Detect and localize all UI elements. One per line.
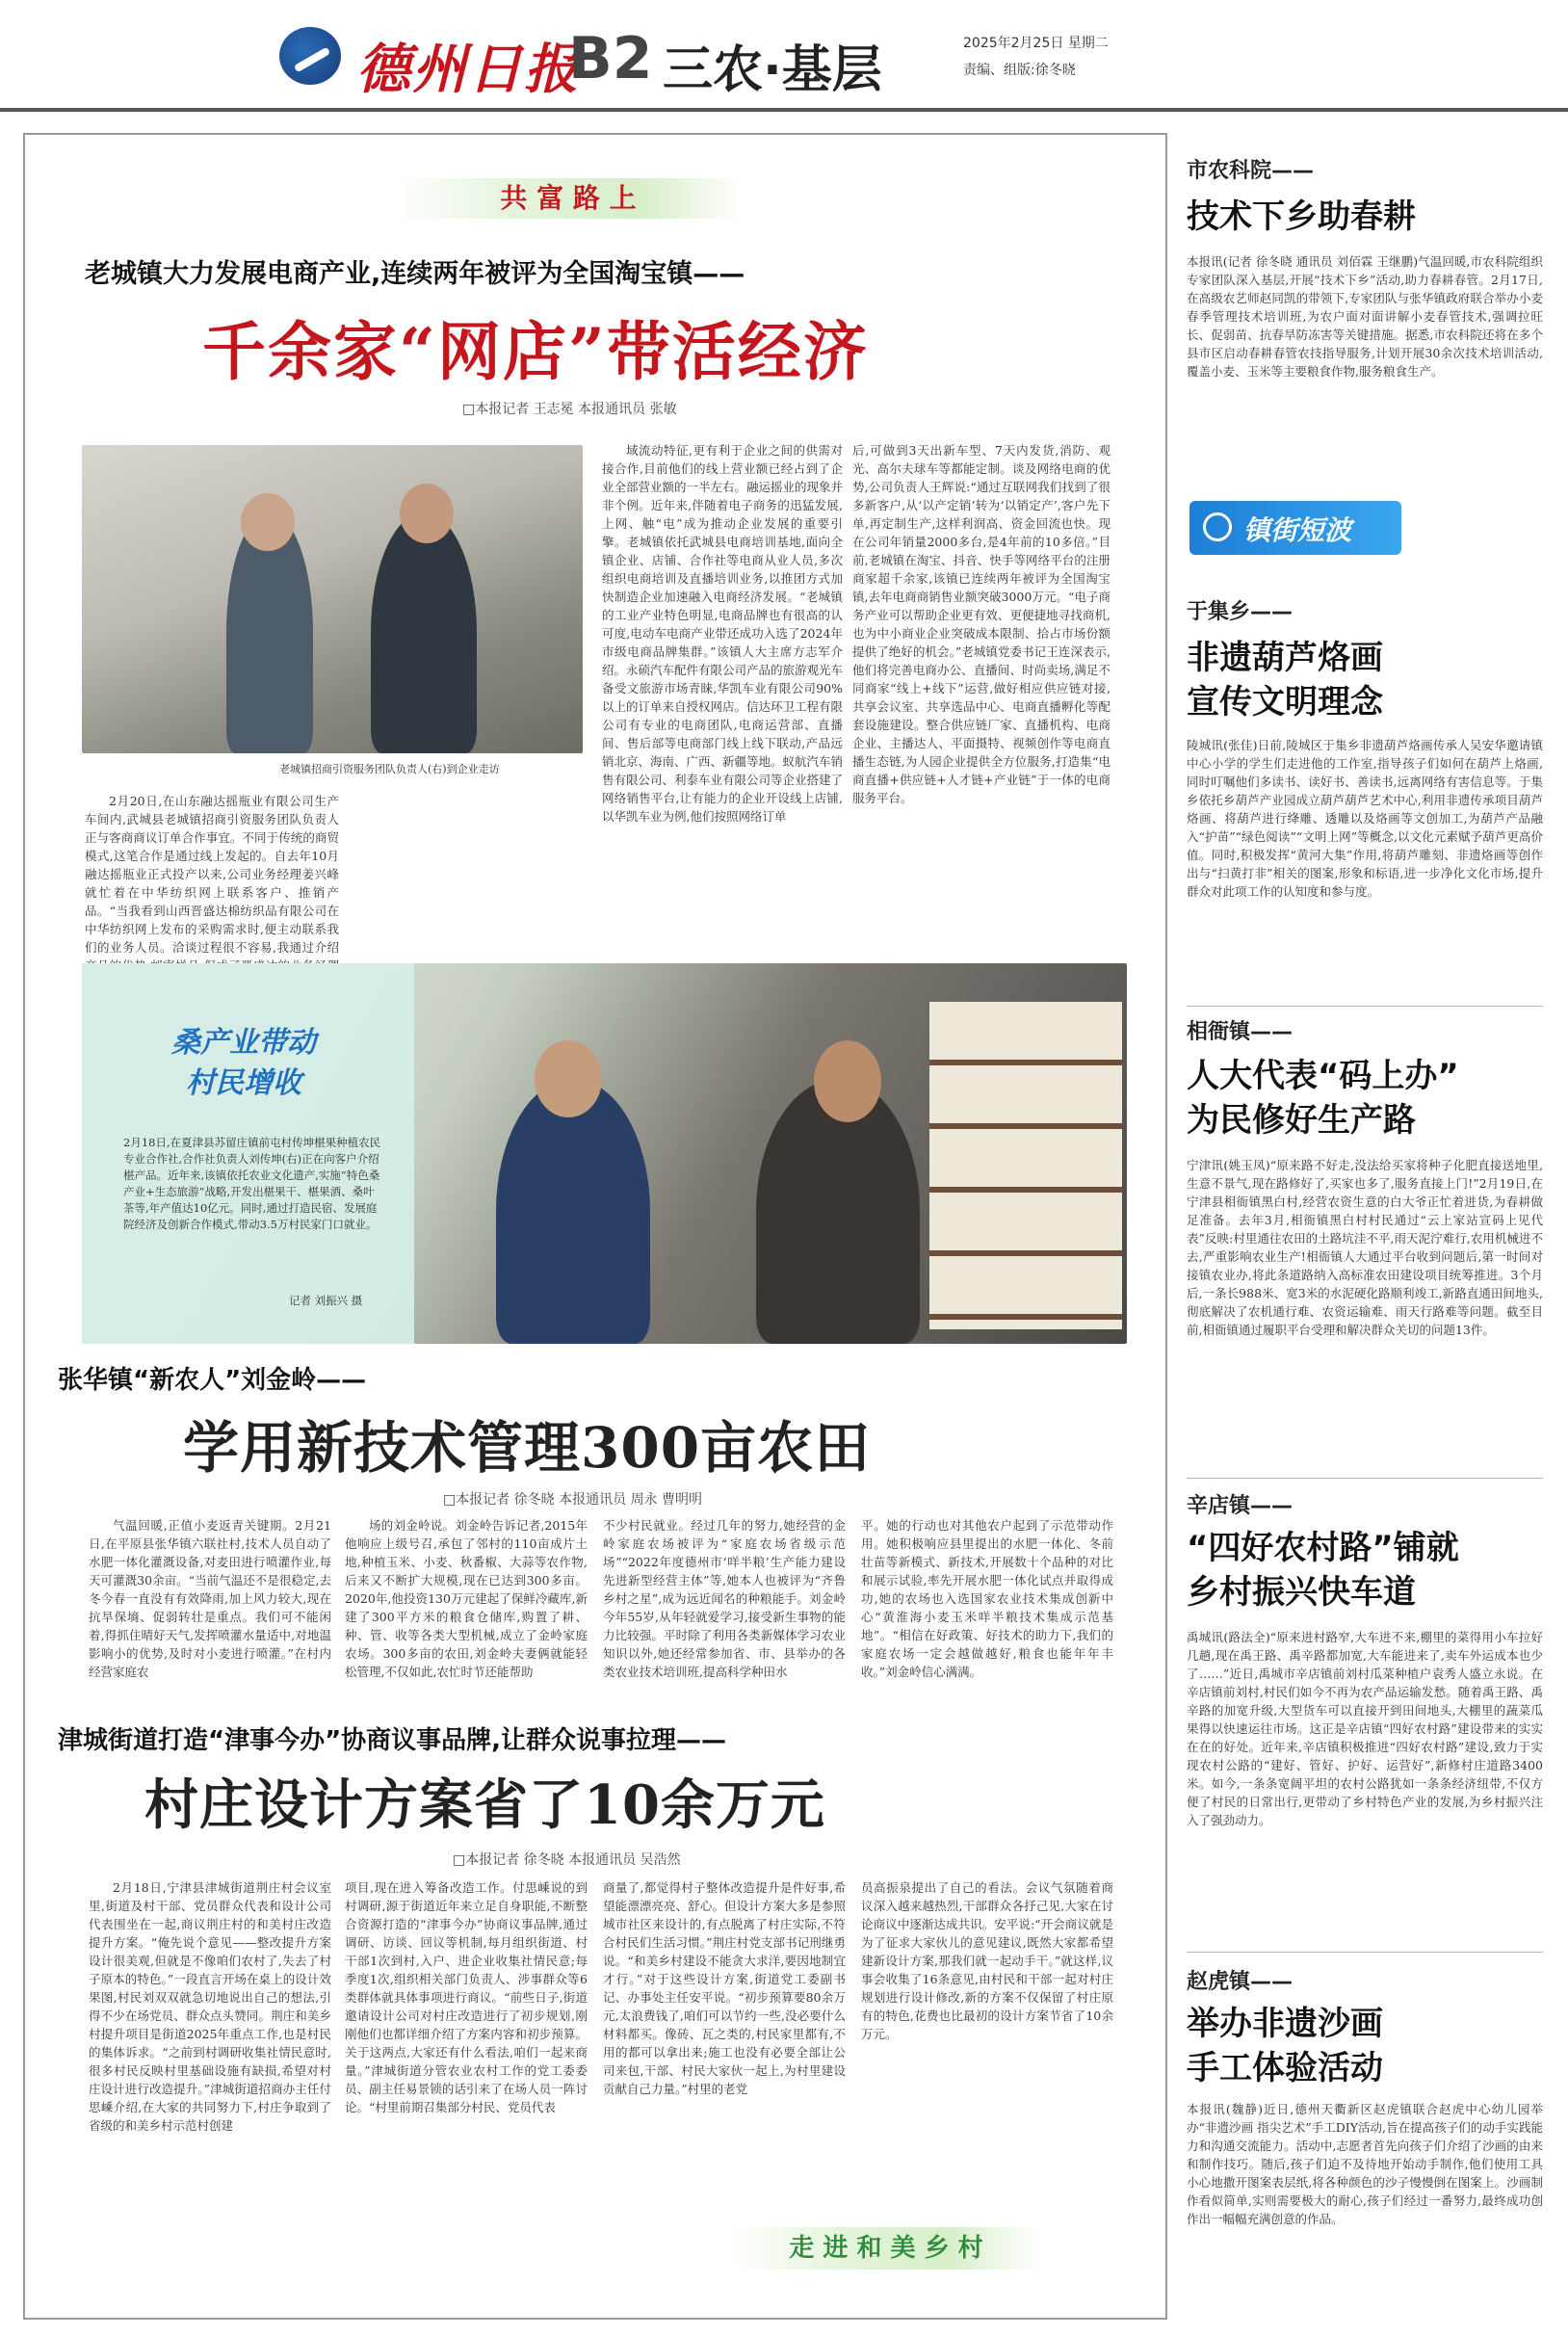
sidebar-s2-kicker: 于集乡—— <box>1187 600 1294 624</box>
paper-name: 德州日报 <box>356 38 580 101</box>
banner-gongfu: 共 富 路 上 <box>395 178 742 219</box>
badge-label: 镇街短波 <box>1243 514 1352 546</box>
sidebar-s1-kicker: 市农科院—— <box>1187 159 1315 183</box>
article3-byline: □本报记者 徐冬晓 本报通讯员 吴浩然 <box>453 1852 681 1868</box>
photo2-credit: 记者 刘振兴 摄 <box>289 1294 363 1307</box>
article1-col1: 2月20日,在山东融达摇瓶业有限公司生产车间内,武城县老城镇招商引资服务团队负责人正与客商商议订单合作事宜。不同于传统的商贸模式,这笔合作是通过线上发起的。自去年10月融达摇瓶业正式投产以来,公司业务经理姜兴峰就忙着在中华纺织网上联系客户、推销产品。“当我看到山西晋盛达棉纺织品有限公司在中华纺织网上发布的采购需求时,便主动联系我们的业务人员。洽谈过程很不容易,我通过介绍 <box>85 794 339 955</box>
article2-col4: 平。她的行动也对其他农户起到了示范带动作用。她积极响应县里提出的水肥一体化、冬前壮苗等新模式、新技术,开展数十个品种的对比和展示试验,率先开展水肥一体化试点并取得成功,她的农场也入选国家农业技术集成创新中心“黄淮海小麦玉米咩半粮技术集成示范基地”。“相信在好政策、好技术的助力下,我们的家庭农场一定会越做越好,粮食也能年年丰收。”刘金岭信心满满。 <box>861 1518 1113 1679</box>
article1-title: 千余家“网店”带活经济 <box>202 314 869 389</box>
sidebar-s3-kicker: 相衙镇—— <box>1187 1020 1294 1044</box>
article3-kicker: 津城街道打造“津事今办”协商议事品牌,让群众说事拉理—— <box>58 1726 727 1755</box>
sidebar-divider <box>1187 1478 1543 1479</box>
article1-kicker: 老城镇大力发展电商产业,连续两年被评为全国淘宝镇—— <box>85 259 745 289</box>
banner-hemei: 走 进 和 美 乡 村 <box>732 2227 1040 2270</box>
article2-kicker: 张华镇“新农人”刘金岭—— <box>58 1366 367 1395</box>
sidebar-divider <box>1187 1006 1543 1007</box>
sidebar-s5-title: 举办非遗沙画 手工体验活动 <box>1187 2005 1383 2087</box>
article3-title: 村庄设计方案省了10余万元 <box>144 1773 825 1837</box>
editor-credit: 责编、组版:徐冬晓 <box>963 63 1076 78</box>
sidebar-s2-title: 非遗葫芦烙画 宣传文明理念 <box>1187 639 1383 722</box>
article1-col2: 域流动特征,更有利于企业之间的供需对接合作,目前他们的线上营业额已经占到了企业全部营业额的一半左右。融运摇业的现象并非个例。近年来,伴随着电子商务的迅猛发展,上网、触“电”成为推动企业发展的重要引擎。老城镇依托武城县电商培训基地,面向全镇企业、店铺、合作社等电商从业人员,多次组织电商培训及直播培训业务,以推团方式加快制造企业加速融入电商经济发展。“老城镇的工业产业特色明显,电商品牌也有很高的认可度,电动车电商产业带还成功入选了2024年市级电商品牌集群。”该镇人大主席方志军介绍。永硕汽车配件有限公司产品的旅游观光车备受文旅游市场青睐,华凯车业有限公司90%以上的订单来自授权网店。信达环卫工程有限公司有专业的电商团队,电商运营部、直播间、售后部等电商部门线上线下联动,产品远销北京、海南、广西、新疆等地。蚁航汽车销售有限公司、利泰车业有限公司等企业搭建了网络销售平台,让有能力的企业开设线上店铺,以华凯车业为例,他们按照网络订单 <box>602 443 844 824</box>
photo1-caption: 老城镇招商引资服务团队负责人(右)到企业走访 <box>279 763 500 775</box>
news-brief-badge <box>1189 501 1401 555</box>
sidebar-s5-text: 本报讯(魏静)近日,德州天衢新区赵虎镇联合赵虎中心幼儿园举办“非遗沙画 指尖艺术”手工DIY活动,旨在提高孩子们的动手实践能力和沟通交流能力。活动中,志愿者首先向孩子们介绍了沙画的由来和制作技巧。随后,孩子们迫不及待地开始动手制作,他们使用工具小心地撒开图案表层纸,将各种颜色的沙子慢慢倒在图案上。沙画制作看似简单,实则需要极大的耐心,孩子们经过一番努力,最终成功创作出一幅幅充满创意的作品。 <box>1187 2102 1543 2226</box>
article1-col3: 后,可做到3天出新车型、7天内发货,消防、观光、高尔夫球车等都能定制。谈及网络电商的优势,公司负责人王辉说:“通过互联网我们找到了很多新客户,从‘以产定销’转为‘以销定产’,客户先下单,再定制生产,这样利润高、资金回流也快。现在公司年销量2000多台,是4年前的10多倍。”目前,老城镇在淘宝、抖音、快手等网络平台的注册商家超千余家,该镇已连续两年被评为全国淘宝镇,去年电商商销售业额突破3000万元。“电子商务产业可以帮助企业更有效、更便捷地寻找商机,也为中小商业企业突破成本限制、拾占市场份额提供了绝好的机会。”老城镇党委书记王连深表示,他们将完善电商办公、直播间、时尚卖场,满足不同商家“线上+线下”运营,做好相应供应链对接,共享会议室、共享选品中心、电商直播孵化等配套设施建设。整合供应链厂家、直播机构、电商企业、主播达人、平面摄特、视频创作等电商直播生态链,为人园企业提供全方位服务,打造集“电商直播+供应链+人才链+产业链”于一体的电商服务平台。 <box>852 443 1111 805</box>
article3-col1: 2月18日,宁津县津城街道荆庄村会议室里,街道及村干部、党员群众代表和设计公司代表围坐在一起,商议荆庄村的和美村庄改造提升方案。“俺先说个意见——整改提升方案设计很美观,但就是不像咱们农村了,失去了村子原本的特色。”一段直言开场在桌上的设计效果图,村民刘双双就急切地说出自己的想法,引得不少在场党员、群众点头赞同。荆庄和美乡村提升项目是街道2025年重点工作,也是村民的集体诉求。“之前到村调研收集社情民意时,很多村民反映村里基础设施有缺损,希望对村庄设计进行改造提升。”津城街道招商办主任付思嵊介绍,在大家的共同努力下,村庄争取到了省级的和美乡村示范村创建 <box>89 1880 331 2133</box>
sidebar-s2-text: 陵城讯(张佳)日前,陵城区于集乡非遗葫芦烙画传承人吴安华邀请镇中心小学的学生们走进他的工作室,指导孩子们如何在葫芦上烙画,同时叮嘱他们多读书、读好书、善读书,远离网络有害信息等。于集乡依托乡葫芦产业园成立葫芦葫芦艺术中心,利用非遗传承项目葫芦烙画、将葫芦进行绛雕、透雕以及烙画等文创加工,为葫芦产品融入“护苗”“绿色阅读”“文明上网”等概念,以文化元素赋予葫芦更高价值。同时,积极发挥“黄河大集”作用,将葫芦雕刻、非遗烙画等创作出与“扫黄打非”相关的图案,形象和标语,进一步净化文化市场,提升群众对此项工作的认知度和参与度。 <box>1187 738 1543 899</box>
article2-col2: 场的刘金岭说。刘金岭告诉记者,2015年他响应上级号召,承包了邻村的110亩成片土地,种植玉米、小麦、秋番椒、大蒜等农作物,后来又不断扩大规模,现在已达到300多亩。2020年,他投资130万元建起了保鲜冷藏库,新建了300平方米的粮食仓储库,购置了耕、种、管、收等各类大型机械,成立了金岭家庭农场。300多亩的农田,刘金岭夫妻俩就能轻松管理,不仅如此,农忙时节还能帮助 <box>345 1518 588 1679</box>
article3-col4: 员高振泉提出了自己的看法。会议气氛随着商议深入越来越热烈,干部群众各抒己见,大家在讨论商议中逐渐达成共识。安平说:“开会商议就是为了征求大家伙儿的意见建议,既然大家都希望建新设计方案,那我们就一起动手干。”就这样,议事会收集了16条意见,由村民和干部一起对村庄规划进行设计修改,新的方案不仅保留了村庄原有的特色,花费也比最初的设计方案节省了10余万元。 <box>861 1880 1113 2041</box>
photo2-caption: 2月18日,在夏津县苏留庄镇前屯村传坤椹果种植农民专业合作社,合作社负责人刘传坤(右)正在向客户介绍椹产品。近年来,该镇依托农业文化遗产,实施“特色桑产业+生态旅游”战略,开发出椹果干、椹果酒、桑叶茶等,年产值达10亿元。同时,通过打造民宿、发展庭院经济及创新合作模式,带动3.5万村民家门口就业。 <box>123 1136 381 1231</box>
photo2-label: 桑产业带动 村民增收 <box>171 1026 316 1100</box>
sidebar-s3-text: 宁津讯(姚玉凤)“原来路不好走,没法给买家将种子化肥直接送地里,生意不景气,现在路修好了,买家也多了,服务直接上门!”2月19日,在宁津县相衙镇黑白村,经营农资生意的白大爷正忙着进货,为春耕做足准备。去年3月,相衙镇黑白村村民通过“云上家站宣码上见代表”反映:村里通往农田的土路坑洼不平,雨天泥泞难行,农用机械进不去,严重影响农业生产!相衙镇人大通过平台收到问题后,第一时间对接镇农业办,将此条道路纳入高标准农田建设项目统筹推进。3个月后,一条长988米、宽3米的水泥硬化路顺利竣工,新路直通田间地头,彻底解决了农机通行难、农资运输难、雨天行路难等问题。截至目前,相衙镇通过履职平台受理和解决群众关切的问题13件。 <box>1187 1158 1543 1337</box>
signal-icon <box>1203 512 1232 541</box>
newspaper-logo-icon <box>279 27 341 85</box>
sidebar-s5-kicker: 赵虎镇—— <box>1187 1970 1294 1994</box>
sidebar-s4-title: “四好农村路”铺就 乡村振兴快车道 <box>1187 1529 1459 1612</box>
section-name: 三农·基层 <box>663 41 882 99</box>
masthead-rule <box>0 108 1568 112</box>
article3-col2: 项目,现在进入筹备改造工作。付思嵊说的到村调研,源于街道近年来立足自身职能,不断整合资源打造的“津事今办”协商议事品牌,通过调研、访谈、回议等机制,每月组织街道、村干部1次到村,入户、进企业收集社情民意;每季度1次,组织相关部门负责人、涉事群众等6类群体就具体事项进行商议。“前些日子,街道邀请设计公司对村庄改造进行了初步规划,刚刚他们也都详细介绍了方案内容和初步预算。关于这两点,大家还有什么看法,咱们一起来商量。”津城街道分管农业农村工作的党工委委员、副主任易景锁的话引来了在场人员一阵讨论。“村里前期召集部分村民、党员代表 <box>345 1880 588 2114</box>
page-number: B2 <box>568 25 653 92</box>
article1-byline: □本报记者 王志冕 本报通讯员 张敏 <box>462 402 677 417</box>
sidebar-s1-title: 技术下乡助春耕 <box>1187 197 1416 236</box>
article2-col1: 气温回暖,正值小麦返青关键期。2月21日,在平原县张华镇六联社村,技术人员自动了水肥一体化灌溉设备,对麦田进行喷灌作业,每天可灌溉30余亩。“当前气温还不是很稳定,去冬今春一直没有有效降雨,加上风力较大,现在抗旱保墒、促弱转壮是重点。我们可不能闲着,得抓住晴好天气,发挥喷灌水量适中,对地温影响小的优势,及时对小麦进行喷灌。”在村内经营家庭农 <box>89 1518 331 1679</box>
photo-factory-visit <box>82 445 583 753</box>
sidebar-s4-kicker: 辛店镇—— <box>1187 1494 1294 1518</box>
sidebar-s1-text: 本报讯(记者 徐冬晓 通讯员 刘佰霖 王继鹏)气温回暖,市农科院组织专家团队深入基层,开展“技术下乡”活动,助力春耕春管。2月17日,在高级农艺师赵同凯的带领下,专家团队与张华镇政府联合举办小麦春季管理技术培训班,为农户面对面讲解小麦春管技术,强调拉旺长、促弱苗、抗春旱防冻害等关键措施。据悉,市农科院还将在多个县市区启动春耕春管农技指导服务,计划开展30余次技术培训活动,覆盖小麦、玉米等主要粮食作物,服务粮食生产。 <box>1187 254 1543 379</box>
article3-col3: 商量了,都觉得村子整体改造提升是件好事,希望能漂漂亮亮、舒心。但设计方案大多是参照城市社区来设计的,有点脱离了村庄实际,不符合村民们生活习惯。”荆庄村党支部书记刑继勇说。“和美乡村建设不能贪大求洋,要因地制宜才行。”对于这些设计方案,街道党工委副书记、办事处主任安平说。“初步预算要80余万元,太浪费钱了,咱们可以节约一些,没必要什么材料都买。像砖、瓦之类的,村民家里都有,不用的都可以拿出来;施工也没有必要全部让公司来包,干部、村民大家伙一起上,为村里建设贡献自己力量。”村里的老党 <box>603 1880 846 2096</box>
article2-title: 学用新技术管理300亩农田 <box>183 1415 872 1481</box>
article1-col1b <box>345 792 586 958</box>
sidebar-divider <box>1187 1952 1543 1953</box>
article2-byline: □本报记者 徐冬晓 本报通讯员 周永 曹明明 <box>443 1492 703 1508</box>
masthead <box>0 0 1568 116</box>
article2-col3: 不少村民就业。经过几年的努力,她经营的金岭家庭农场被评为“家庭农场省级示范场”“2022年度德州市‘咩半粮’生产能力建设先进新型经营主体”等,她本人也被评为“齐鲁乡村之星”,成为远近闻名的种粮能手。刘金岭今年55岁,从年轻就爱学习,接受新生事物的能力比较强。平时除了利用各类新媒体学习农业知识以外,她还经常参加省、市、县举办的各类农业技术培训班,提高科学种田水 <box>603 1518 846 1679</box>
sidebar-s3-title: 人大代表“码上办” 为民修好生产路 <box>1187 1057 1459 1140</box>
dateline: 2025年2月25日 星期二 <box>963 36 1109 51</box>
sidebar-s4-text: 禹城讯(路法全)“原来进村路窄,大车进不来,棚里的菜得用小车拉好几趟,现在禹王路、禹辛路都加宽,大车能进来了,卖车外运成本也少了……”近日,禹城市辛店镇前刘村瓜菜种植户袁秀人盛立永说。在辛店镇前刘村,村民们如今不再为农产品运输发愁。随着禹王路、禹辛路的加宽升级,大型货车可以直接开到田间地头,大棚里的蔬菜瓜果得以快速运往市场。这正是辛店镇“四好农村路”建设带来的实实在在的好处。近年来,辛店镇积极推进“四好农村路”建设,致力于实现农村公路的“建好、管好、护好、运营好”,新修村庄道路3400米。如今,一条条宽阔平坦的农村公路犹如一条条经济纽带,不仅方便了村民的日常出行,更带动了乡村特色产业的发展,为乡村振兴注入了强劲动力。 <box>1187 1630 1543 1827</box>
